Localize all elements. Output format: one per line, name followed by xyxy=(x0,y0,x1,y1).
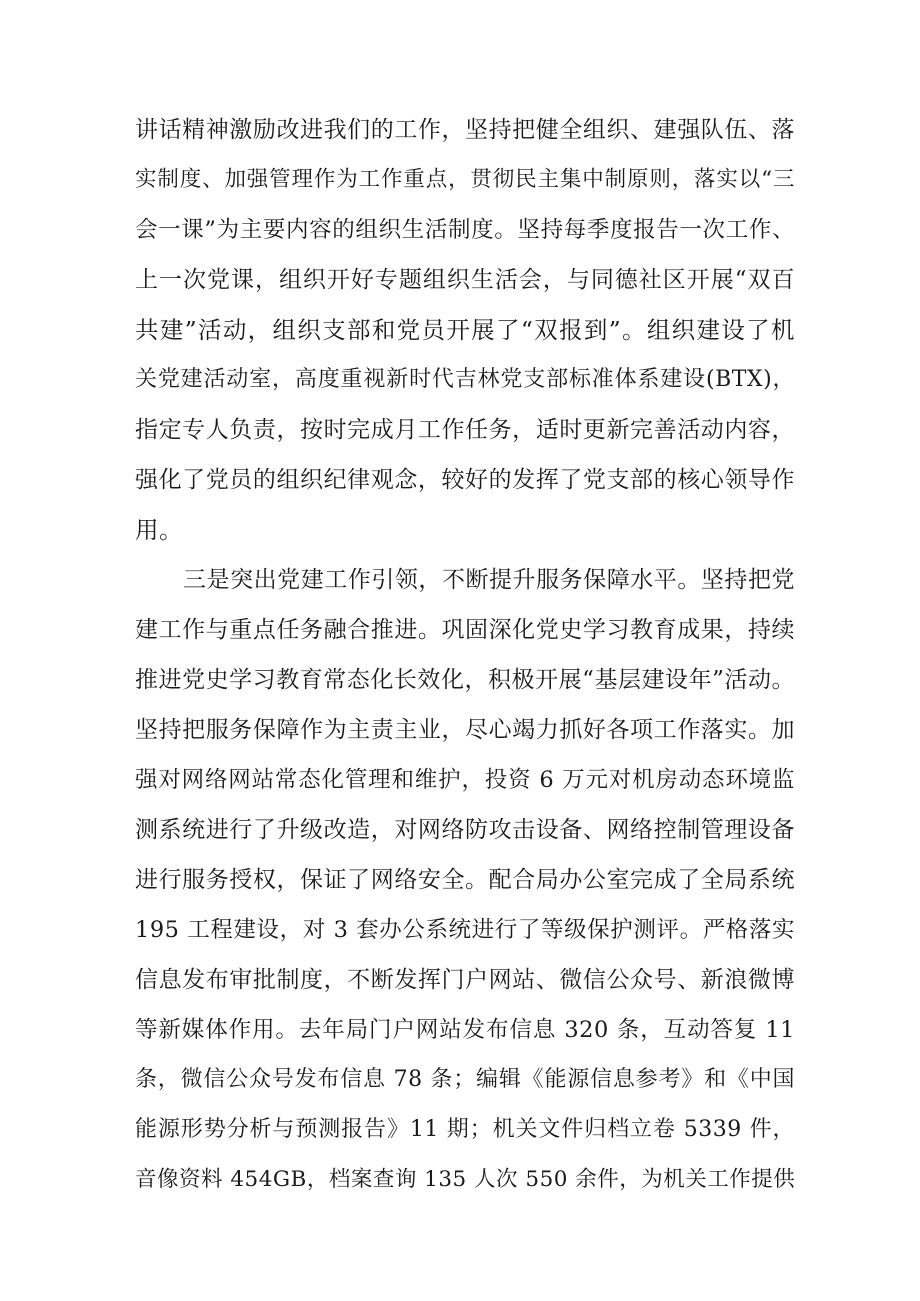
paragraph-first-line: 三是突出党建工作引领，不断提升服务保障水平。坚持把党 xyxy=(183,567,795,593)
text-line: 能源形势分析与预测报告》11 期；机关文件归档立卷 5339 件， xyxy=(135,1117,795,1142)
text-line: 会一课”为主要内容的组织生活制度。坚持每季度报告一次工作、 xyxy=(135,217,795,243)
text-line: 测系统进行了升级改造，对网络防攻击设备、网络控制管理设备 xyxy=(135,817,795,843)
text-line: 关党建活动室，高度重视新时代吉林党支部标准体系建设(BTX)， xyxy=(135,367,795,392)
text-line: 音像资料 454GB，档案查询 135 人次 550 余件，为机关工作提供 xyxy=(135,1167,796,1192)
text-line: 条，微信公众号发布信息 78 条；编辑《能源信息参考》和《中国 xyxy=(135,1067,795,1092)
document-body xyxy=(135,105,795,1205)
text-line: 坚持把服务保障作为主责主业，尽心竭力抓好各项工作落实。加 xyxy=(135,717,795,743)
text-line: 强对网络网站常态化管理和维护，投资 6 万元对机房动态环境监 xyxy=(135,767,795,793)
text-line: 强化了党员的组织纪律观念，较好的发挥了党支部的核心领导作 xyxy=(135,467,795,493)
text-line: 用。 xyxy=(135,516,183,544)
text-line: 等新媒体作用。去年局门户网站发布信息 320 条，互动答复 11 xyxy=(135,1017,795,1043)
text-line: 讲话精神激励改进我们的工作，坚持把健全组织、建强队伍、落 xyxy=(135,117,795,143)
text-line: 信息发布审批制度，不断发挥门户网站、微信公众号、新浪微博 xyxy=(135,967,795,993)
text-line: 建工作与重点任务融合推进。巩固深化党史学习教育成果，持续 xyxy=(135,617,795,643)
text-line: 上一次党课，组织开好专题组织生活会，与同德社区开展“双百 xyxy=(135,267,795,293)
text-line: 推进党史学习教育常态化长效化，积极开展“基层建设年”活动。 xyxy=(135,667,795,693)
text-line: 指定专人负责，按时完成月工作任务，适时更新完善活动内容， xyxy=(135,417,795,443)
text-line: 共建”活动，组织支部和党员开展了“双报到”。组织建设了机 xyxy=(135,316,795,344)
text-line: 195 工程建设，对 3 套办公系统进行了等级保护测评。严格落实 xyxy=(135,917,795,943)
text-line: 进行服务授权，保证了网络安全。配合局办公室完成了全局系统 xyxy=(135,867,795,893)
text-line: 实制度、加强管理作为工作重点，贯彻民主集中制原则，落实以“三 xyxy=(135,167,795,192)
